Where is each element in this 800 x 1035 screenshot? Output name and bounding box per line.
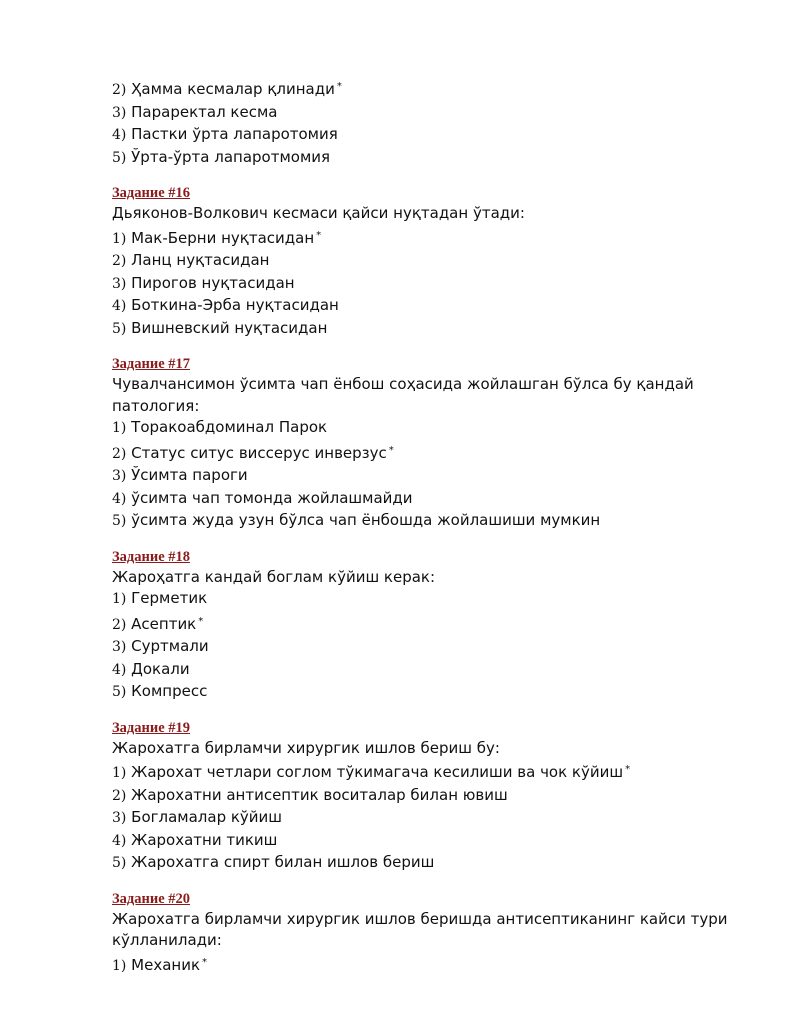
option-number: 5) [112,684,127,700]
task-18 [112,547,752,704]
option [112,124,752,147]
option-number: 2) [112,616,127,633]
task-20 [112,889,752,978]
option-number: 1) [112,957,127,974]
option-text: Компресс [131,682,208,700]
option [112,250,752,273]
option [112,659,752,682]
question-text: Жароҳатга кандай боглам кўйиш керак: [112,567,436,586]
option [112,785,752,808]
task-header: Задание #18 [112,548,191,565]
option-text: Мак-Берни нуқтасидан [131,228,315,247]
option-text: Ҳамма кесмалар қлинади [131,80,335,98]
option-number: 3) [112,468,127,484]
option-number: 4) [112,661,127,678]
option-number: 2) [112,787,127,804]
option-text: Жарохат четлари соглом тўкимагача кесилиши ва чок кўйиш [131,763,624,781]
option-text: Ўрта-ўрта лапаротмомия [131,147,331,166]
option [112,440,752,466]
option-number: 5) [112,320,127,337]
correct-marker: * [336,81,342,92]
document-page [112,76,752,977]
option [112,807,752,830]
option-text: Параректал кесма [131,102,278,121]
option-number: 4) [112,298,127,314]
option-number: 1) [112,591,127,607]
option-text: ўсимта чап томонда жойлашмайди [131,488,413,507]
correct-marker: * [625,764,631,775]
correct-marker: * [198,615,204,627]
option-number: 3) [112,104,127,121]
option-text: ўсимта жуда узун бўлса чап ёнбошда жойлашиши мумкин [131,511,601,529]
option [112,465,752,488]
option [112,147,752,170]
option [112,636,752,659]
task-17 [112,354,752,533]
option-text: Вишневский нуқтасидан [131,318,328,337]
option-number: 3) [112,639,127,655]
option [112,102,752,125]
option-text: Богламалар кўйиш [131,808,283,826]
option-text: Боткина-Эрба нуқтасидан [131,296,339,314]
task-header: Задание #16 [112,185,191,201]
option [112,588,752,611]
option [112,225,752,251]
task-header: Задание #19 [112,719,191,736]
option [112,852,752,875]
option-text: Жарохатни антисептик воситалар билан ювиш [131,785,508,804]
correct-marker: * [202,956,208,968]
correct-marker: * [388,444,394,456]
correct-marker: * [316,229,322,241]
intro-options [112,76,752,169]
option [112,273,752,296]
option [112,830,752,853]
option-text: Герметик [131,589,208,607]
task-16 [112,183,752,340]
task-header: Задание #20 [112,890,191,907]
option [112,76,752,102]
option-number: 4) [112,832,127,849]
option [112,611,752,637]
option-number: 4) [112,490,127,507]
option-text: Жарохатга спирт билан ишлов бериш [131,853,435,871]
option [112,759,752,785]
option-number: 2) [112,445,127,462]
option-number: 2) [112,82,127,98]
task-header: Задание #17 [112,356,191,372]
option-text: Суртмали [131,637,209,655]
option-number: 5) [112,513,127,529]
option-text: Пастки ўрта лапаротомия [131,125,338,143]
question-text: Жарохатга бирламчи хирургик ишлов беришда антисептиканинг кайси тури кўлланилади: [112,909,728,949]
option-number: 5) [112,149,127,166]
option-number: 5) [112,855,127,871]
task-19 [112,718,752,875]
option-text: Ўсимта пароги [131,466,248,484]
option-text: Докали [131,659,190,678]
option-number: 1) [112,420,127,436]
option [112,952,752,978]
option [112,417,752,440]
option-number: 1) [112,230,127,247]
option-text: Пирогов нуқтасидан [131,273,295,292]
option-text: Ланц нуқтасидан [131,251,270,269]
option [112,488,752,511]
option [112,510,752,533]
option [112,295,752,318]
option-text: Механик [131,955,201,974]
option-text: Статус ситус виссерус инверзус [131,443,387,462]
question-text: Дьяконов-Волкович кесмаси қайси нуқтадан ўтади: [112,204,525,222]
question-text: Жарохатга бирламчи хирургик ишлов бериш бу: [112,738,500,757]
option-text: Асептик [131,614,197,633]
option-number: 4) [112,127,127,143]
option-number: 2) [112,253,127,269]
option-text: Торакоабдоминал Парок [131,418,328,436]
option [112,681,752,704]
option-number: 1) [112,765,127,781]
option [112,318,752,341]
option-number: 3) [112,275,127,292]
option-text: Жарохатни тикиш [131,830,278,849]
option-number: 3) [112,810,127,826]
question-text: Чувалчансимон ўсимта чап ёнбош соҳасида жойлашган бўлса бу қандай патология: [112,375,694,415]
